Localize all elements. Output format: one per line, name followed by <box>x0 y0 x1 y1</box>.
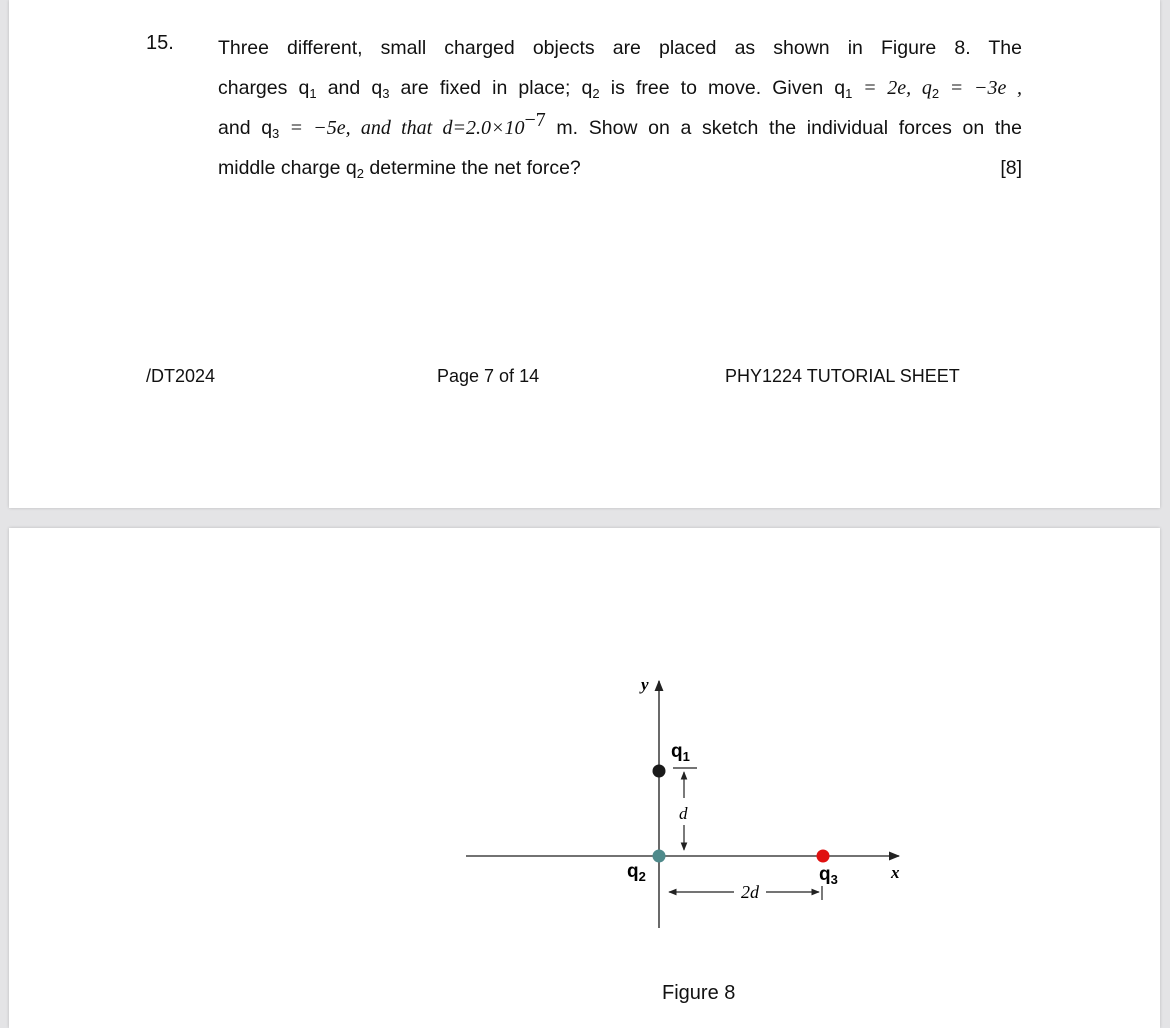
question-line-3: and $q_3 = -5e$, and that $d=2.0\times 10^{-7}$ m. Show on a sketch the individual forces on the <box>218 109 1022 141</box>
q1-label: $q_1$ <box>671 741 690 764</box>
twod-label: 2d <box>741 882 759 902</box>
document-page-top <box>9 0 1160 508</box>
document-page-bottom <box>9 528 1160 1028</box>
d-label: d <box>679 804 688 823</box>
q3-label: $q_3$ <box>819 864 838 887</box>
q2-label: $q_2$ <box>627 861 646 884</box>
x-axis-label: x <box>891 863 900 882</box>
question-line-2: charges $q_1$ and $q_3$ are fixed in place; $q_2$ is free to move. Given $q_1 = 2e$, $q_2 = -3e$ , <box>218 77 1023 101</box>
charge-q3 <box>817 850 830 863</box>
footer-page-number: Page 7 of 14 <box>437 366 540 386</box>
marks-label: [8] <box>1000 157 1022 179</box>
y-axis-label: y <box>641 675 649 694</box>
footer-left: /DT2024 <box>146 366 216 386</box>
figure-caption: Figure 8 <box>662 982 736 1004</box>
footer-course-title: PHY1224 TUTORIAL SHEET <box>725 366 960 386</box>
charge-q1 <box>653 765 666 778</box>
question-number: 15. <box>146 32 174 54</box>
question-text <box>218 28 1022 188</box>
question-line-1: Three different, small charged objects are placed as shown in Figure 8. The <box>218 37 1022 59</box>
question-line-4: middle charge $q_2$ determine the net force? [8] <box>218 148 1022 188</box>
charge-q2 <box>653 850 666 863</box>
figure-8-diagram <box>9 528 1160 1028</box>
